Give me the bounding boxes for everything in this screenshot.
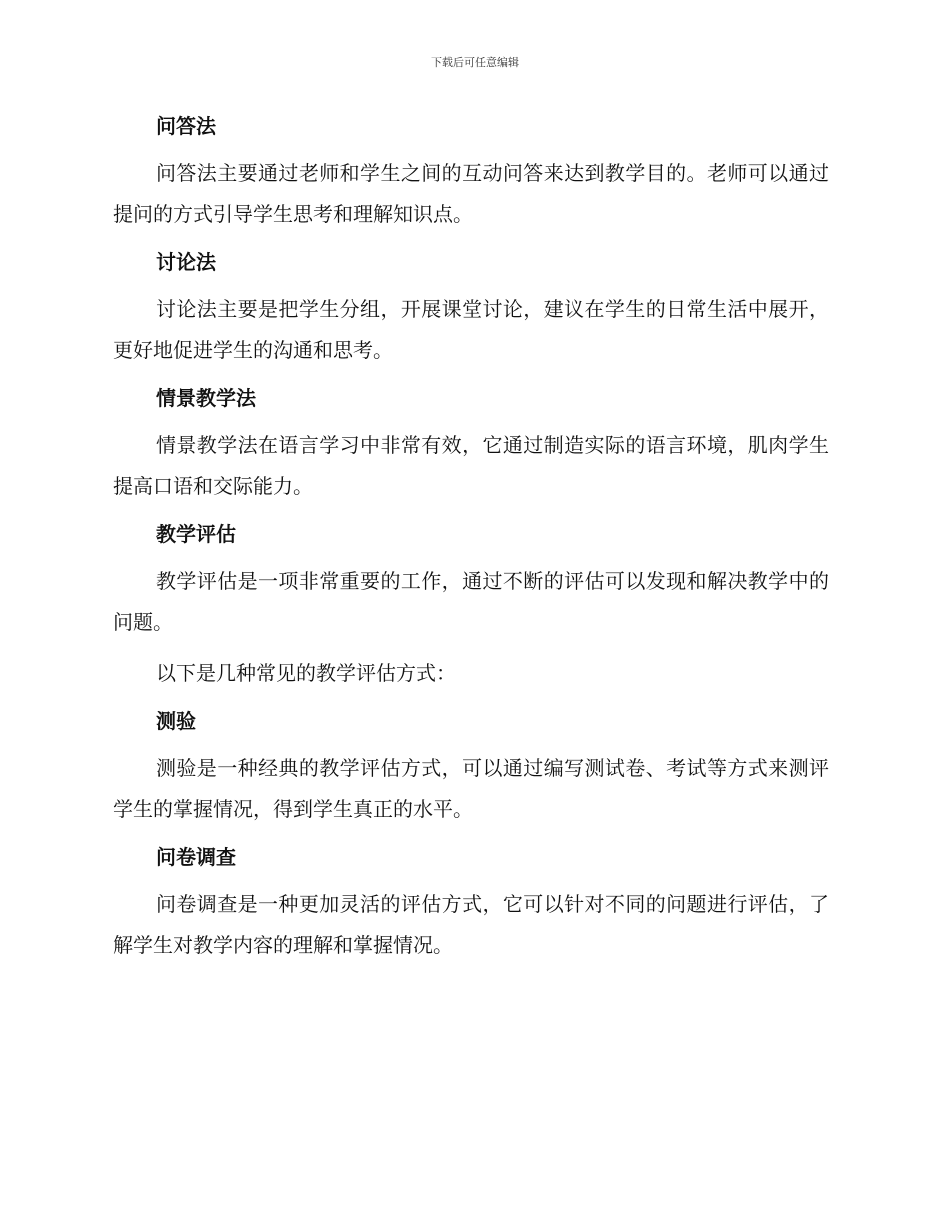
section-heading-situational: 情景教学法	[156, 386, 256, 410]
paragraph-qa: 问答法主要通过老师和学生之间的互动问答来达到教学目的。老师可以通过提问的方式引导学生思考和理解知识点。	[113, 161, 829, 226]
paragraph-discussion: 讨论法主要是把学生分组，开展课堂讨论，建议在学生的日常生活中展开，更好地促进学生的沟通和思考。	[113, 297, 829, 362]
section-heading-evaluation: 教学评估	[156, 522, 236, 546]
paragraph-quiz: 测验是一种经典的教学评估方式，可以通过编写测试卷、考试等方式来测评学生的掌握情况，得到学生真正的水平。	[113, 756, 829, 821]
page-header: 下载后可任意编辑	[431, 56, 519, 69]
paragraph-survey: 问卷调查是一种更加灵活的评估方式，它可以针对不同的问题进行评估，了解学生对教学内容的理解和掌握情况。	[113, 892, 829, 957]
section-heading-qa: 问答法	[156, 114, 216, 138]
section-heading-quiz: 测验	[156, 709, 196, 733]
paragraph-evaluation-methods: 以下是几种常见的教学评估方式：	[156, 661, 456, 685]
paragraph-situational: 情景教学法在语言学习中非常有效，它通过制造实际的语言环境，肌肉学生提高口语和交际能力。	[113, 433, 829, 498]
section-heading-survey: 问卷调查	[156, 845, 236, 869]
section-heading-discussion: 讨论法	[156, 250, 216, 274]
document-body	[113, 109, 829, 976]
paragraph-evaluation: 教学评估是一项非常重要的工作，通过不断的评估可以发现和解决教学中的问题。	[113, 569, 829, 634]
